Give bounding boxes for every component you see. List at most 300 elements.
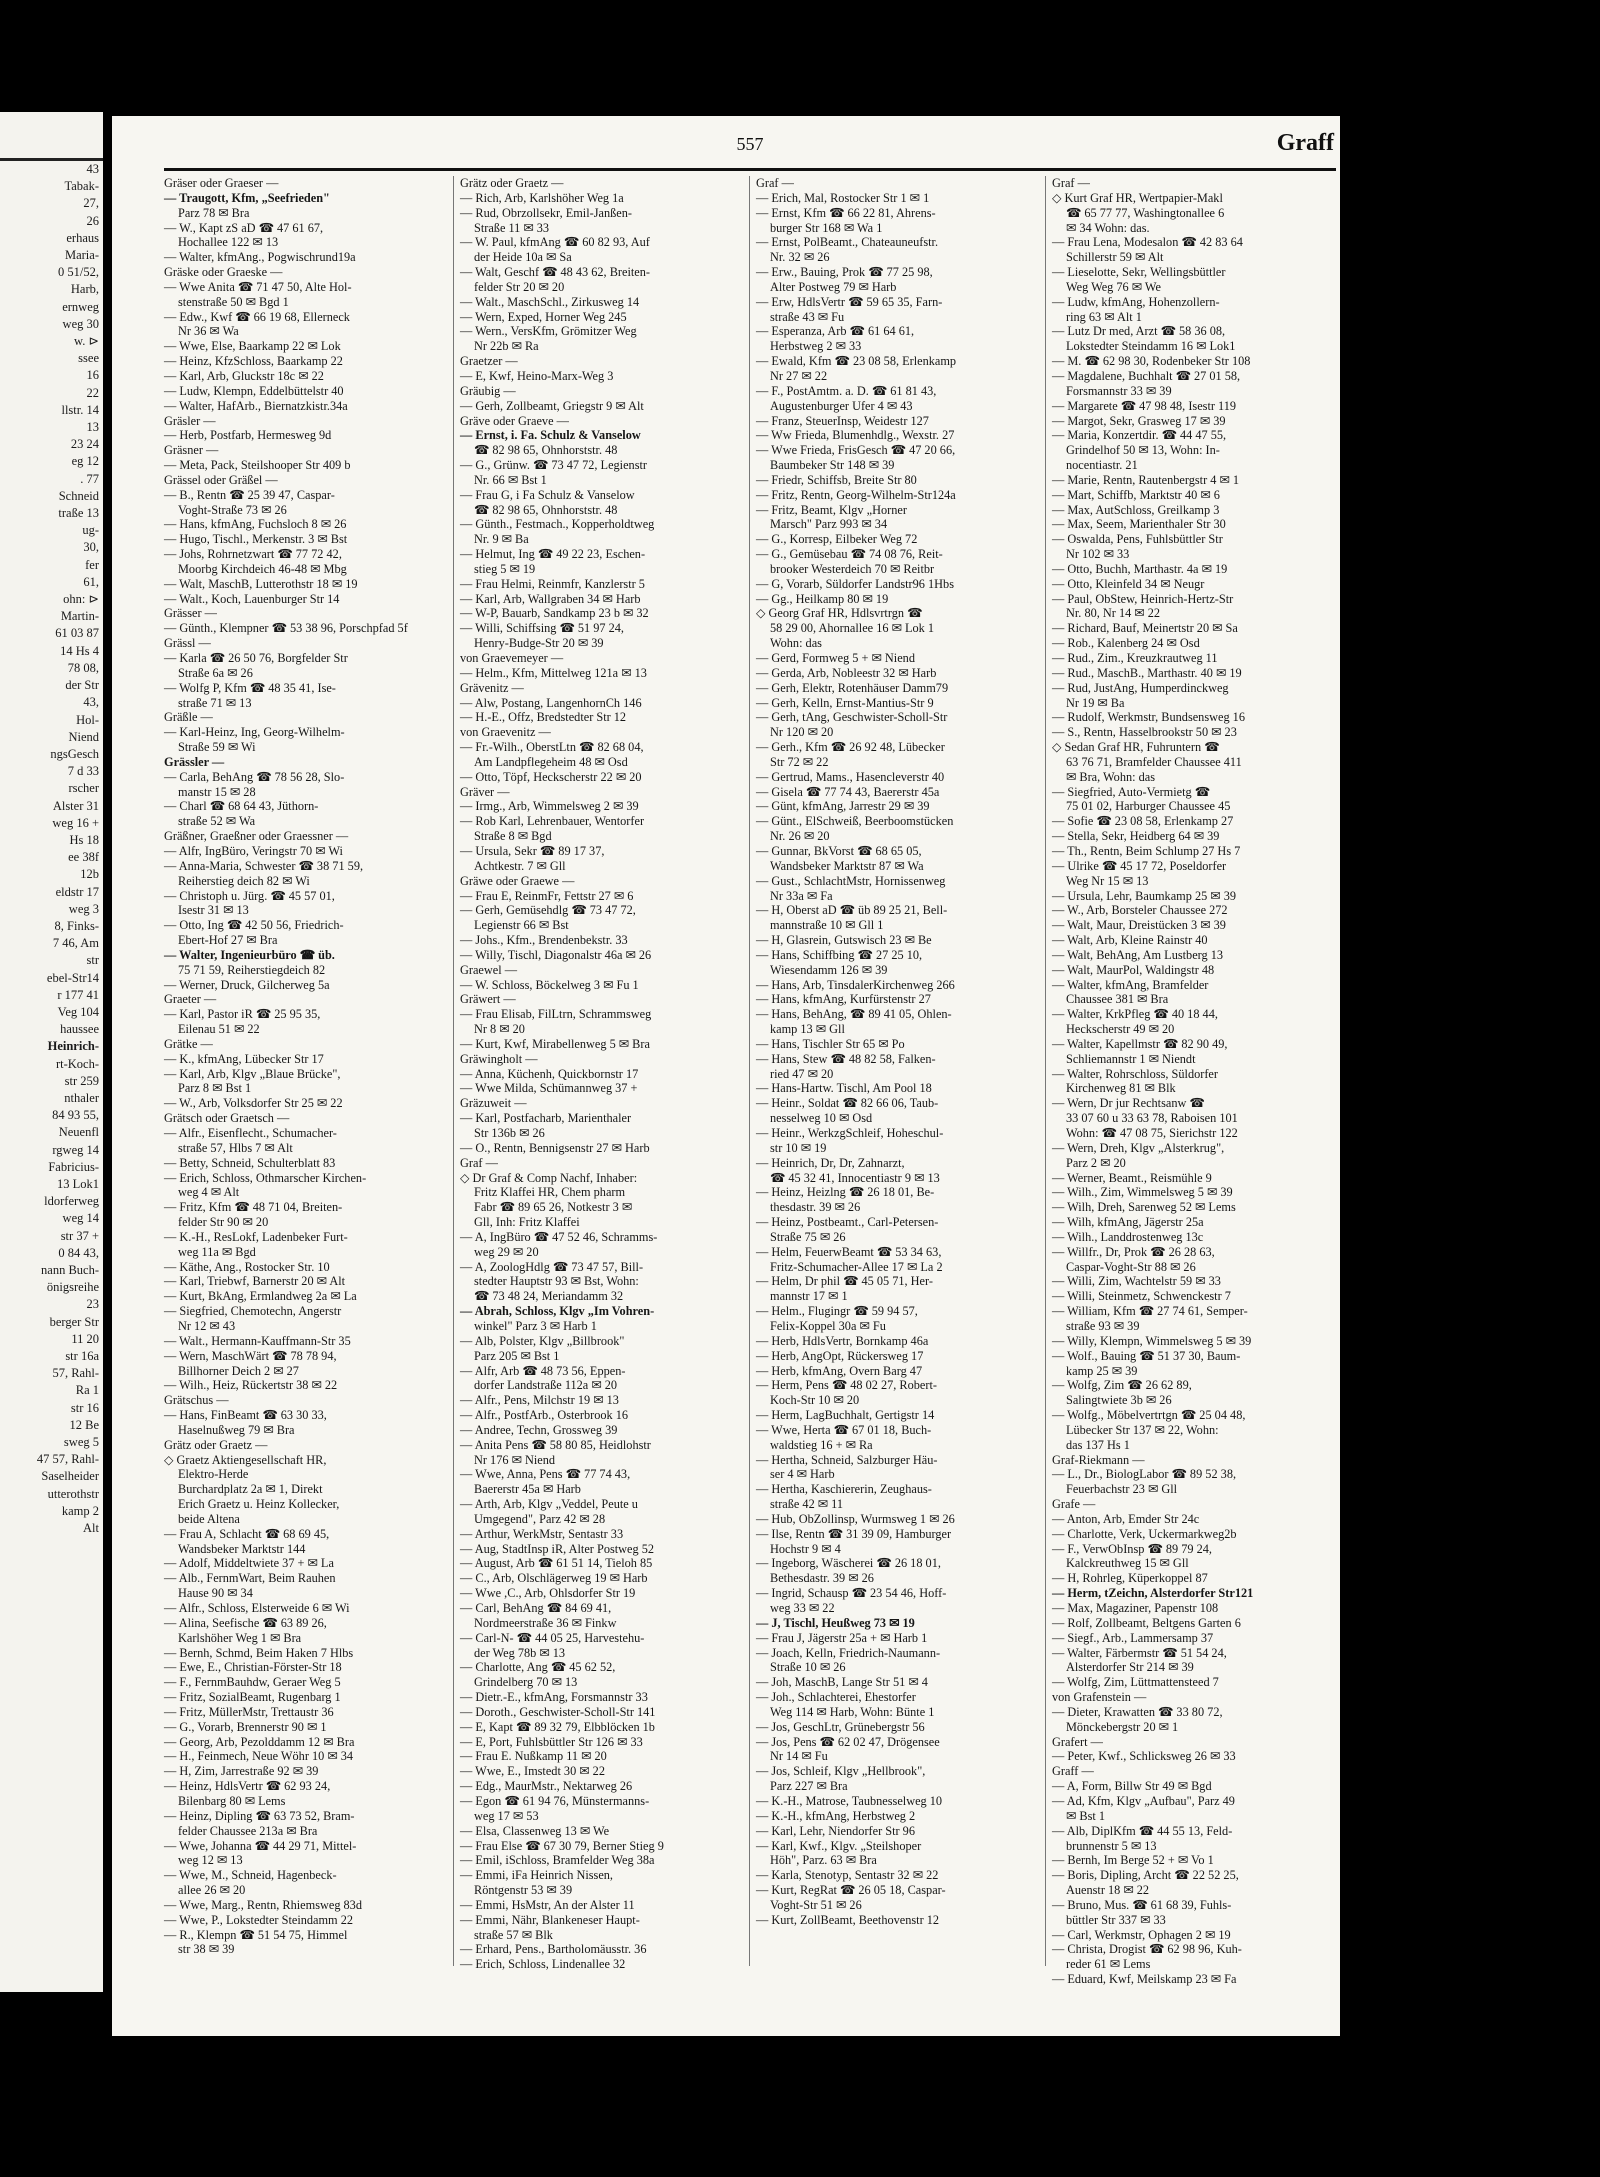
- surname-heading: Gräsner —: [164, 443, 219, 458]
- directory-entry: — Ursula, Sekr ☎ 89 17 37,: [460, 843, 605, 858]
- fragment-line: 12b: [80, 867, 99, 882]
- directory-entry: — Hans, kfmAng, Kurfürstenstr 27: [756, 992, 931, 1007]
- directory-entry: Voght-Str 51 ✉ 26: [770, 1897, 862, 1912]
- directory-entry: ◇ Dr Graf & Comp Nachf, Inhaber:: [460, 1170, 638, 1185]
- column-2: [460, 176, 742, 1976]
- surname-heading: Graetzer —: [460, 354, 518, 369]
- directory-entry: — H, Oberst aD ☎ üb 89 25 21, Bell-: [756, 903, 948, 918]
- directory-entry: — Gg., Heilkamp 80 ✉ 19: [756, 591, 889, 606]
- directory-entry: — Lutz Dr med, Arzt ☎ 58 36 08,: [1052, 324, 1226, 339]
- directory-entry: — Karl, Arb, Wallgraben 34 ✉ Harb: [460, 591, 641, 606]
- surname-heading: Grätsch oder Graetsch —: [164, 1111, 290, 1126]
- directory-entry: Mönckebergstr 20 ✉ 1: [1066, 1719, 1179, 1734]
- directory-entry: ✉ Bra, Wohn: das: [1066, 769, 1156, 784]
- fragment-line: 43: [86, 162, 99, 176]
- directory-entry: Nr 19 ✉ Ba: [1066, 695, 1125, 710]
- fragment-line: 7 46, Am: [52, 936, 99, 951]
- directory-entry: Höh", Parz. 63 ✉ Bra: [770, 1853, 877, 1868]
- surname-heading: Gräve oder Graeve —: [460, 413, 569, 428]
- directory-entry: — Wwe, E., Imstedt 30 ✉ 22: [460, 1764, 605, 1779]
- directory-entry: Weg Weg 76 ✉ We: [1066, 279, 1161, 294]
- directory-entry: — Willi, Zim, Wachtelstr 59 ✉ 33: [1052, 1274, 1221, 1289]
- directory-entry: — W., Arb, Volksdorfer Str 25 ✉ 22: [164, 1096, 343, 1111]
- directory-entry: Nr 27 ✉ 22: [770, 368, 828, 383]
- directory-entry: Erich Graetz u. Heinz Kollecker,: [178, 1497, 340, 1512]
- directory-entry: — Wolf., Bauing ☎ 51 37 30, Baum-: [1052, 1348, 1241, 1363]
- directory-entry: — Lieselotte, Sekr, Wellingsbüttler: [1052, 265, 1226, 280]
- directory-entry: winkel" Parz 3 ✉ Harb 1: [474, 1318, 597, 1333]
- fragment-line: ee 38f: [68, 850, 99, 865]
- directory-entry: Wandsbeker Marktstr 87 ✉ Wa: [770, 858, 924, 873]
- directory-entry: Wohn: ☎ 47 08 75, Sierichstr 122: [1066, 1126, 1238, 1140]
- directory-entry: str 10 ✉ 19: [770, 1140, 827, 1155]
- directory-entry: Alsterdorfer Str 214 ✉ 39: [1066, 1660, 1194, 1675]
- directory-entry: Reiherstieg deich 82 ✉ Wi: [178, 873, 310, 888]
- directory-entry: — Gerh, tAng, Geschwister-Scholl-Str: [756, 710, 948, 725]
- fragment-line: sweg 5: [63, 1435, 99, 1450]
- fragment-line: Heinrich-: [47, 1039, 99, 1054]
- directory-entry: Voght-Straße 73 ✉ 26: [178, 502, 287, 517]
- page-number: 557: [736, 134, 764, 154]
- directory-entry: — Günt, kfmAng, Jarrestr 29 ✉ 39: [756, 799, 930, 814]
- directory-entry: — Rud, Obrzollsekr, Emil-Janßen-: [460, 205, 632, 220]
- directory-entry: — Frau J, Jägerstr 25a + ✉ Harb 1: [756, 1630, 928, 1645]
- directory-entry: — Gerh, Zollbeamt, Griegstr 9 ✉ Alt: [460, 398, 644, 413]
- directory-entry: manstr 15 ✉ 28: [178, 784, 256, 799]
- directory-entry: Straße 11 ✉ 33: [474, 220, 550, 235]
- directory-entry: — Otto, Töpf, Heckscherstr 22 ✉ 20: [460, 769, 642, 784]
- directory-entry: — Wilh., Landdrostenweg 13c: [1052, 1229, 1204, 1244]
- directory-entry: — Rob., Kalenberg 24 ✉ Osd: [1052, 636, 1200, 651]
- directory-entry: — Alw, Postang, LangenhornCh 146: [460, 695, 642, 710]
- directory-entry: Heckscherstr 49 ✉ 20: [1066, 1022, 1175, 1037]
- directory-entry: — G., Vorarb, Brennerstr 90 ✉ 1: [164, 1719, 327, 1734]
- directory-entry: — Siegfried, Auto-Vermietg ☎: [1052, 784, 1211, 799]
- directory-entry: — Fritz, SozialBeamt, Rugenbarg 1: [164, 1690, 341, 1705]
- fragment-line: 27,: [83, 196, 99, 211]
- directory-entry: weg 17 ✉ 53: [474, 1808, 539, 1823]
- directory-entry: — August, Arb ☎ 61 51 14, Tieloh 85: [460, 1556, 653, 1571]
- directory-entry: — Wwe, Anna, Pens ☎ 77 74 43,: [460, 1467, 631, 1482]
- fragment-line: der Str: [65, 678, 99, 693]
- directory-entry: kamp 25 ✉ 39: [1066, 1363, 1138, 1378]
- directory-entry: — Walt, MaurPol, Waldingstr 48: [1052, 962, 1215, 977]
- directory-entry: — Walter, Kapellmstr ☎ 82 90 49,: [1052, 1036, 1228, 1051]
- fragment-line: 61,: [83, 574, 99, 589]
- directory-entry: — Wilh., Zim, Wimmelsweg 5 ✉ 39: [1052, 1185, 1233, 1200]
- directory-entry: ring 63 ✉ Alt 1: [1066, 309, 1142, 324]
- directory-entry: Weg 114 ✉ Harb, Wohn: Bünte 1: [770, 1704, 935, 1719]
- directory-entry: — Emmi, HsMstr, An der Alster 11: [460, 1897, 635, 1912]
- directory-entry: Am Landpflegeheim 48 ✉ Osd: [474, 754, 628, 769]
- directory-entry: Herbstweg 2 ✉ 33: [770, 339, 862, 354]
- directory-entry: — Willi, Steinmetz, Schwenckestr 7: [1052, 1289, 1231, 1304]
- directory-entry: — Werner, Beamt., Reismühle 9: [1052, 1170, 1212, 1185]
- directory-entry: kamp 13 ✉ Gll: [770, 1022, 845, 1037]
- fragment-line: Schneid: [58, 488, 99, 503]
- directory-entry: — Heinz, HdlsVertr ☎ 62 93 24,: [164, 1779, 331, 1794]
- directory-entry: — Gertrud, Mams., Hasencleverstr 40: [756, 769, 945, 784]
- fragment-line: 16: [86, 368, 99, 383]
- fragment-line: ldorferweg: [44, 1194, 99, 1209]
- fragment-line: ebel-Str14: [46, 970, 99, 985]
- directory-entry: Baererstr 45a ✉ Harb: [474, 1482, 581, 1497]
- directory-entry: — Carl, BehAng ☎ 84 69 41,: [460, 1601, 612, 1615]
- directory-entry: Nr 120 ✉ 20: [770, 725, 834, 740]
- directory-entry: — Rolf, Zollbeamt, Beltgens Garten 6: [1052, 1615, 1241, 1630]
- directory-entry: — Carla, BehAng ☎ 78 56 28, Slo-: [164, 769, 345, 784]
- fragment-line: 13: [86, 420, 99, 435]
- directory-entry: — Th., Rentn, Beim Schlump 27 Hs 7: [1052, 843, 1241, 858]
- directory-entry: — Margot, Sekr, Grasweg 17 ✉ 39: [1052, 413, 1226, 428]
- directory-entry: — Heinr., Soldat ☎ 82 66 06, Taub-: [756, 1096, 939, 1111]
- fragment-line: nthaler: [64, 1090, 99, 1105]
- fragment-line: weg 14: [62, 1211, 99, 1226]
- directory-entry: — Walt, Arb, Kleine Rainstr 40: [1052, 933, 1208, 948]
- directory-entry: — Rob Karl, Lehrenbauer, Wentorfer: [460, 814, 645, 829]
- directory-entry: — Karl, Postfacharb, Marienthaler: [460, 1111, 632, 1126]
- fragment-line: w. ⊳: [74, 334, 99, 349]
- directory-entry: — Ingrid, Schausp ☎ 23 54 46, Hoff-: [756, 1586, 947, 1601]
- directory-entry: — Ad, Kfm, Klgv „Aufbau", Parz 49: [1052, 1793, 1235, 1808]
- directory-entry: — Hertha, Schneid, Salzburger Häu-: [756, 1452, 938, 1467]
- directory-entry: felder Chaussee 213a ✉ Bra: [178, 1823, 318, 1838]
- directory-entry: — Rud., MaschB., Marthastr. 40 ✉ 19: [1052, 665, 1242, 680]
- directory-entry: Forsmannstr 33 ✉ 39: [1066, 383, 1172, 398]
- directory-entry: — Walt, Maur, Dreistücken 3 ✉ 39: [1052, 918, 1226, 933]
- directory-entry: — Rudolf, Werkmstr, Bundsensweg 16: [1052, 710, 1245, 725]
- directory-entry: — Erich, Schloss, Othmarscher Kirchen-: [164, 1170, 367, 1185]
- directory-entry: — C., Arb, Olschlägerweg 19 ✉ Harb: [460, 1571, 648, 1586]
- directory-entry: — Maria, Konzertdir. ☎ 44 47 55,: [1052, 428, 1227, 443]
- directory-entry: ☎ 45 32 41, Innocentiastr 9 ✉ 13: [770, 1170, 940, 1185]
- directory-entry: — Bernh, Im Berge 52 + ✉ Vo 1: [1052, 1853, 1214, 1868]
- directory-entry: — Emmi, Nähr, Blankeneser Haupt-: [460, 1912, 640, 1927]
- directory-entry: — Rich, Arb, Karlshöher Weg 1a: [460, 190, 624, 205]
- directory-entry: — Wwe, Herta ☎ 67 01 18, Buch-: [756, 1422, 932, 1437]
- directory-entry: — Otto, Buchh, Marthastr. 4a ✉ 19: [1052, 561, 1228, 576]
- fragment-line: Niend: [68, 729, 99, 744]
- directory-entry: waldstieg 16 + ✉ Ra: [770, 1437, 873, 1452]
- surname-heading: Gräver —: [460, 784, 510, 799]
- fragment-line: str 259: [64, 1073, 99, 1088]
- directory-entry: — K.-H., kfmAng, Herbstweg 2: [756, 1808, 916, 1823]
- directory-entry: Wiesendamm 126 ✉ 39: [770, 962, 888, 977]
- fragment-line: 61 03 87: [55, 626, 99, 641]
- directory-entry: reder 61 ✉ Lems: [1066, 1957, 1151, 1972]
- directory-entry: — Hans, kfmAng, Fuchsloch 8 ✉ 26: [164, 517, 347, 532]
- directory-entry: — Anna, Küchenh, Quickbornstr 17: [460, 1066, 639, 1081]
- directory-entry: — H, Zim, Jarrestraße 92 ✉ 39: [164, 1764, 319, 1779]
- fragment-line: 23: [86, 1297, 99, 1312]
- directory-entry: — Karl, Triebwf, Barnerstr 20 ✉ Alt: [164, 1274, 346, 1289]
- directory-entry: — A, ZoologHdlg ☎ 73 47 57, Bill-: [460, 1259, 644, 1274]
- fragment-line: 84 93 55,: [52, 1108, 99, 1123]
- directory-entry: Nr. 66 ✉ Bst 1: [474, 472, 547, 487]
- directory-entry: straße 71 ✉ 13: [178, 695, 252, 710]
- directory-entry: — Günth., Klempner ☎ 53 38 96, Porschpfad 5f: [164, 621, 408, 636]
- directory-entry: — M. ☎ 62 98 30, Rodenbeker Str 108: [1052, 354, 1251, 369]
- directory-entry: — Joh, MaschB, Lange Str 51 ✉ 4: [756, 1675, 928, 1690]
- fragment-line: 13 Lok1: [56, 1176, 99, 1191]
- directory-entry: Bilenbarg 80 ✉ Lems: [178, 1793, 286, 1808]
- directory-entry: — W. Paul, kfmAng ☎ 60 82 93, Auf: [460, 235, 650, 250]
- directory-entry: Burchardplatz 2a ✉ 1, Direkt: [178, 1482, 323, 1497]
- surname-heading: Gräser oder Graeser —: [164, 176, 279, 190]
- directory-entry: — Mart, Schiffb, Marktstr 40 ✉ 6: [1052, 487, 1220, 502]
- directory-entry: str 38 ✉ 39: [178, 1942, 235, 1957]
- directory-entry: Achtkestr. 7 ✉ Gll: [474, 858, 566, 873]
- directory-entry: — Wolfg P, Kfm ☎ 48 35 41, Ise-: [164, 680, 336, 695]
- directory-entry: — Gerda, Arb, Nobleestr 32 ✉ Harb: [756, 665, 937, 680]
- directory-entry: ✉ Bst 1: [1066, 1808, 1106, 1823]
- directory-entry: — Wwe Milda, Schümannweg 37 +: [460, 1081, 638, 1096]
- surname-heading: Graf —: [1052, 176, 1090, 190]
- directory-entry: — Arthur, WerkMstr, Sentastr 33: [460, 1526, 624, 1541]
- directory-entry: — Johs, Rohrnetzwart ☎ 77 72 42,: [164, 547, 342, 562]
- directory-entry: — Sofie ☎ 23 08 58, Erlenkamp 27: [1052, 814, 1234, 829]
- directory-entry: das 137 Hs 1: [1066, 1437, 1130, 1452]
- directory-entry: — Wwe, Else, Baarkamp 22 ✉ Lok: [164, 339, 341, 354]
- directory-entry: — Walt, MaschB, Lutterothstr 18 ✉ 19: [164, 576, 358, 591]
- previous-page-fragment: [0, 112, 103, 1992]
- directory-entry: — Karl-Heinz, Ing, Georg-Wilhelm-: [164, 725, 345, 740]
- directory-entry: Kalckreuthweg 15 ✉ Gll: [1066, 1556, 1189, 1571]
- fragment-line: Veg 104: [57, 1004, 99, 1019]
- fragment-line: Hol-: [76, 712, 99, 727]
- directory-entry: Nr 102 ✉ 33: [1066, 547, 1130, 562]
- directory-entry: büttler Str 337 ✉ 33: [1066, 1912, 1166, 1927]
- directory-entry: allee 26 ✉ 20: [178, 1883, 246, 1898]
- directory-entry: Parz 8 ✉ Bst 1: [178, 1081, 252, 1096]
- directory-entry: Karlshöher Weg 1 ✉ Bra: [178, 1630, 302, 1645]
- directory-entry: — Walter, HafArb., Biernatzkistr.34a: [164, 398, 348, 413]
- directory-entry: — Heinr., WerkzgSchleif, Hoheschul-: [756, 1126, 944, 1140]
- directory-entry: — Emil, iSchloss, Bramfelder Weg 38a: [460, 1853, 655, 1868]
- directory-entry: — Karl, Arb, Klgv „Blaue Brücke",: [164, 1066, 341, 1081]
- directory-entry: — Wolfg, Zim ☎ 26 62 89,: [1052, 1378, 1192, 1393]
- directory-entry: — Ilse, Rentn ☎ 31 39 09, Hamburger: [756, 1526, 952, 1541]
- surname-heading: von Graevemeyer —: [460, 651, 564, 665]
- directory-entry: — Emmi, iFa Heinrich Nissen,: [460, 1868, 614, 1883]
- surname-heading: Gräwingholt —: [460, 1051, 538, 1066]
- surname-heading: Gräubig —: [460, 383, 516, 398]
- directory-entry: Hause 90 ✉ 34: [178, 1586, 253, 1601]
- directory-entry: — Erw, HdlsVertr ☎ 59 65 35, Farn-: [756, 294, 943, 309]
- fragment-line: Neuenfl: [58, 1125, 99, 1140]
- directory-entry: — Carl-N- ☎ 44 05 25, Harvestehu-: [460, 1630, 645, 1645]
- directory-entry: 63 76 71, Bramfelder Chaussee 411: [1066, 754, 1242, 769]
- directory-entry: straße 93 ✉ 39: [1066, 1318, 1140, 1333]
- directory-entry: — Wern., VersKfm, Grömitzer Weg: [460, 324, 637, 339]
- directory-entry: ✉ 34 Wohn: das.: [1066, 220, 1150, 235]
- directory-entry: Grindelhof 50 ✉ 13, Wohn: In-: [1066, 443, 1220, 458]
- directory-entry: weg 29 ✉ 20: [474, 1244, 539, 1259]
- directory-entry: — W. Schloss, Böckelweg 3 ✉ Fu 1: [460, 977, 639, 992]
- directory-entry: — Edg., MaurMstr., Nektarweg 26: [460, 1779, 633, 1794]
- directory-entry: felder Str 20 ✉ 20: [474, 279, 565, 294]
- directory-entry: Salingtwiete 3b ✉ 26: [1066, 1393, 1172, 1408]
- directory-entry: — Walter, kfmAng, Bramfelder: [1052, 977, 1209, 992]
- directory-entry: — Magdalene, Buchhalt ☎ 27 01 58,: [1052, 368, 1241, 383]
- directory-entry: — G., Gemüsebau ☎ 74 08 76, Reit-: [756, 547, 943, 562]
- fragment-line: str: [86, 953, 99, 968]
- directory-entry: — Erich, Schloss, Lindenallee 32: [460, 1957, 626, 1972]
- surname-heading: Gräwert —: [460, 992, 516, 1007]
- fragment-line: ug-: [82, 523, 99, 538]
- directory-entry: — Anna-Maria, Schwester ☎ 38 71 59,: [164, 858, 364, 873]
- directory-entry: Billhorner Deich 2 ✉ 27: [178, 1363, 299, 1378]
- directory-entry: — Rud., Zim., Kreuzkrautweg 11: [1052, 651, 1218, 665]
- fragment-line: Martin-: [60, 609, 99, 624]
- directory-entry: Nr 176 ✉ Niend: [474, 1452, 555, 1467]
- surname-heading: Grätke —: [164, 1036, 213, 1051]
- directory-entry: — O., Rentn, Bennigsenstr 27 ✉ Harb: [460, 1140, 650, 1155]
- directory-entry: straße 42 ✉ 11: [770, 1497, 844, 1512]
- directory-entry: burger Str 168 ✉ Wa 1: [770, 220, 883, 235]
- directory-entry: — E, Kapt ☎ 89 32 79, Elbblöcken 1b: [460, 1719, 655, 1734]
- directory-entry: Hochallee 122 ✉ 13: [178, 235, 279, 250]
- directory-entry: — Walter, Färbermstr ☎ 51 54 24,: [1052, 1645, 1227, 1660]
- directory-entry: — B., Rentn ☎ 25 39 47, Caspar-: [164, 487, 335, 502]
- fragment-line: Hs 18: [69, 832, 99, 847]
- directory-entry: nesselweg 10 ✉ Osd: [770, 1111, 873, 1126]
- directory-entry: brooker Westerdeich 70 ✉ Reitbr: [770, 561, 935, 576]
- directory-entry: — Alfr., Pens, Milchstr 19 ✉ 13: [460, 1393, 619, 1408]
- directory-entry: — H.-E., Offz, Bredstedter Str 12: [460, 710, 627, 725]
- directory-page: [112, 116, 1340, 2036]
- directory-entry: — Wwe ,C., Arb, Ohlsdorfer Str 19: [460, 1586, 636, 1601]
- directory-entry: — F., PostAmtm. a. D. ☎ 61 81 43,: [756, 383, 937, 398]
- directory-entry: — Anton, Arb, Emder Str 24c: [1052, 1511, 1200, 1526]
- directory-entry: Umgegend", Parz 42 ✉ 28: [474, 1511, 606, 1526]
- directory-entry: — Erhard, Pens., Bartholomäusstr. 36: [460, 1942, 647, 1957]
- directory-entry: Parz 2 ✉ 20: [1066, 1155, 1126, 1170]
- directory-entry: — Wolfg, Zim, Lüttmattensteed 7: [1052, 1675, 1219, 1690]
- directory-entry: Baumbeker Str 148 ✉ 39: [770, 458, 895, 473]
- directory-entry: — F., FernmBauhdw, Geraer Weg 5: [164, 1675, 341, 1690]
- directory-entry: straße 57, Hlbs 7 ✉ Alt: [178, 1140, 293, 1155]
- directory-entry: — Wwe, Marg., Rentn, Rhiemsweg 83d: [164, 1897, 362, 1912]
- directory-entry: — Meta, Pack, Steilshooper Str 409 b: [164, 458, 351, 473]
- directory-entry: — Herb, AngOpt, Rückersweg 17: [756, 1348, 924, 1363]
- directory-entry: — Charlotte, Verk, Uckermarkweg2b: [1052, 1526, 1237, 1541]
- directory-entry: Nr. 32 ✉ 26: [770, 250, 830, 265]
- directory-entry: — Walter, KrkPfleg ☎ 40 18 44,: [1052, 1007, 1218, 1022]
- directory-entry: — Alb, DiplKfm ☎ 44 55 13, Feld-: [1052, 1823, 1233, 1838]
- directory-entry: Parz 205 ✉ Bst 1: [474, 1348, 560, 1363]
- directory-entry: — E, Kwf, Heino-Marx-Weg 3: [460, 368, 614, 383]
- column-divider: [1045, 176, 1046, 1966]
- directory-entry: Grindelberg 70 ✉ 13: [474, 1675, 578, 1690]
- directory-entry: der Weg 78b ✉ 13: [474, 1645, 566, 1660]
- fragment-line: ernweg: [62, 299, 99, 314]
- fragment-line: 26: [86, 213, 99, 228]
- surname-heading: Gräßner, Graeßner oder Graessner —: [164, 829, 349, 844]
- directory-entry: — Heinz, Postbeamt., Carl-Petersen-: [756, 1215, 939, 1230]
- running-head: Graff: [1276, 130, 1334, 156]
- directory-entry: — Ingeborg, Wäscherei ☎ 26 18 01,: [756, 1556, 941, 1571]
- directory-entry: ◇ Georg Graf HR, Hdlsvrtrgn ☎: [756, 606, 923, 621]
- directory-entry: — Elsa, Classenweg 13 ✉ We: [460, 1823, 610, 1838]
- directory-entry: — Abrah, Schloss, Klgv „Im Vohren-: [460, 1304, 655, 1319]
- directory-entry: — Hans-Hartw. Tischl, Am Pool 18: [756, 1081, 932, 1096]
- fragment-line: traße 13: [58, 506, 99, 521]
- directory-entry: — Max, Magaziner, Papenstr 108: [1052, 1601, 1219, 1615]
- directory-entry: — Kurt, RegRat ☎ 26 05 18, Caspar-: [756, 1883, 946, 1898]
- fragment-line: kamp 2: [61, 1503, 99, 1518]
- directory-entry: — W., Arb, Borsteler Chaussee 272: [1052, 903, 1228, 918]
- directory-entry: — Willy, Tischl, Diagonalstr 46a ✉ 26: [460, 947, 652, 962]
- fragment-line: llstr. 14: [61, 402, 99, 417]
- directory-entry: — Frau A, Schlacht ☎ 68 69 45,: [164, 1526, 330, 1541]
- directory-entry: — Max, Seem, Marienthaler Str 30: [1052, 517, 1226, 532]
- directory-entry: — Charl ☎ 68 64 43, Jüthorn-: [164, 799, 319, 814]
- fragment-line: str 16a: [65, 1349, 99, 1364]
- directory-entry: — Wwe Anita ☎ 71 47 50, Alte Hol-: [164, 279, 352, 294]
- column-4: [1052, 176, 1334, 1987]
- directory-entry: — Gerh, Gemüsehdlg ☎ 73 47 72,: [460, 903, 636, 918]
- fragment-line: Alster 31: [52, 798, 99, 813]
- fragment-line: 0 51/52,: [58, 265, 99, 280]
- directory-entry: Nr 33a ✉ Fa: [770, 888, 833, 903]
- directory-entry: 33 07 60 u 33 63 78, Raboisen 101: [1066, 1111, 1238, 1126]
- directory-entry: ser 4 ✉ Harb: [770, 1467, 835, 1482]
- directory-entry: weg 33 ✉ 22: [770, 1601, 835, 1615]
- directory-entry: — Wilh., Heiz, Rückertstr 38 ✉ 22: [164, 1378, 338, 1393]
- directory-entry: ☎ 73 48 24, Meriandamm 32: [474, 1289, 624, 1304]
- directory-entry: — Alfr, IngBüro, Veringstr 70 ✉ Wi: [164, 843, 343, 858]
- fragment-line: weg 3: [68, 901, 99, 916]
- directory-entry: — Walt, BehAng, Am Lustberg 13: [1052, 947, 1224, 962]
- directory-entry: brunnenstr 5 ✉ 13: [1066, 1838, 1157, 1853]
- directory-entry: — R., Klempn ☎ 51 54 75, Himmel: [164, 1927, 348, 1942]
- directory-entry: Bethesdastr. 39 ✉ 26: [770, 1571, 874, 1586]
- directory-entry: — Otto, Kleinfeld 34 ✉ Neugr: [1052, 576, 1205, 591]
- directory-entry: Wohn: das: [770, 636, 822, 651]
- surname-heading: Grätschus —: [164, 1393, 229, 1408]
- directory-entry: — Herb, Postfarb, Hermesweg 9d: [164, 428, 332, 443]
- directory-entry: Auenstr 18 ✉ 22: [1066, 1883, 1150, 1898]
- directory-entry: — Erich, Mal, Rostocker Str 1 ✉ 1: [756, 190, 930, 205]
- directory-entry: — Gerh, Kelln, Ernst-Mantius-Str 9: [756, 695, 934, 710]
- fragment-line: 22: [86, 385, 99, 400]
- directory-entry: — Ludw, Klempn, Eddelbüttelstr 40: [164, 383, 344, 398]
- directory-entry: Wandsbeker Marktstr 144: [178, 1541, 306, 1556]
- directory-entry: — Gust., SchlachtMstr, Hornissenweg: [756, 873, 946, 888]
- directory-entry: Ebert-Hof 27 ✉ Bra: [178, 933, 278, 948]
- directory-entry: — Ernst, i. Fa. Schulz & Vanselow: [460, 428, 641, 443]
- directory-entry: — Alfr., Eisenflecht., Schumacher-: [164, 1126, 337, 1140]
- directory-entry: — Fritz, Beamt, Klgv „Horner: [756, 502, 907, 517]
- directory-entry: — Jos, Schleif, Klgv „Hellbrook",: [756, 1764, 926, 1779]
- directory-entry: — Stella, Sekr, Heidberg 64 ✉ 39: [1052, 829, 1220, 844]
- directory-entry: — Willy, Klempn, Wimmelsweg 5 ✉ 39: [1052, 1333, 1252, 1348]
- surname-heading: Graf —: [460, 1155, 498, 1170]
- directory-entry: — Wwe, Johanna ☎ 44 29 71, Mittel-: [164, 1838, 357, 1853]
- fragment-line: Fabricius-: [48, 1159, 99, 1174]
- directory-entry: — Walt., Hermann-Kauffmann-Str 35: [164, 1333, 351, 1348]
- directory-entry: Lokstedter Steindamm 16 ✉ Lok1: [1066, 339, 1236, 354]
- surname-heading: Grässl —: [164, 636, 211, 651]
- directory-entry: Feuerbachstr 23 ✉ Gll: [1066, 1482, 1178, 1497]
- surname-heading: Graff —: [1052, 1764, 1094, 1779]
- surname-heading: Grätz oder Graetz —: [164, 1437, 268, 1452]
- directory-entry: Parz 78 ✉ Bra: [178, 205, 250, 220]
- directory-entry: — Wern, Dr jur Rechtsanw ☎: [1052, 1096, 1205, 1111]
- surname-heading: Gräzuweit —: [460, 1096, 527, 1111]
- directory-entry: — Andree, Techn, Grossweg 39: [460, 1422, 618, 1437]
